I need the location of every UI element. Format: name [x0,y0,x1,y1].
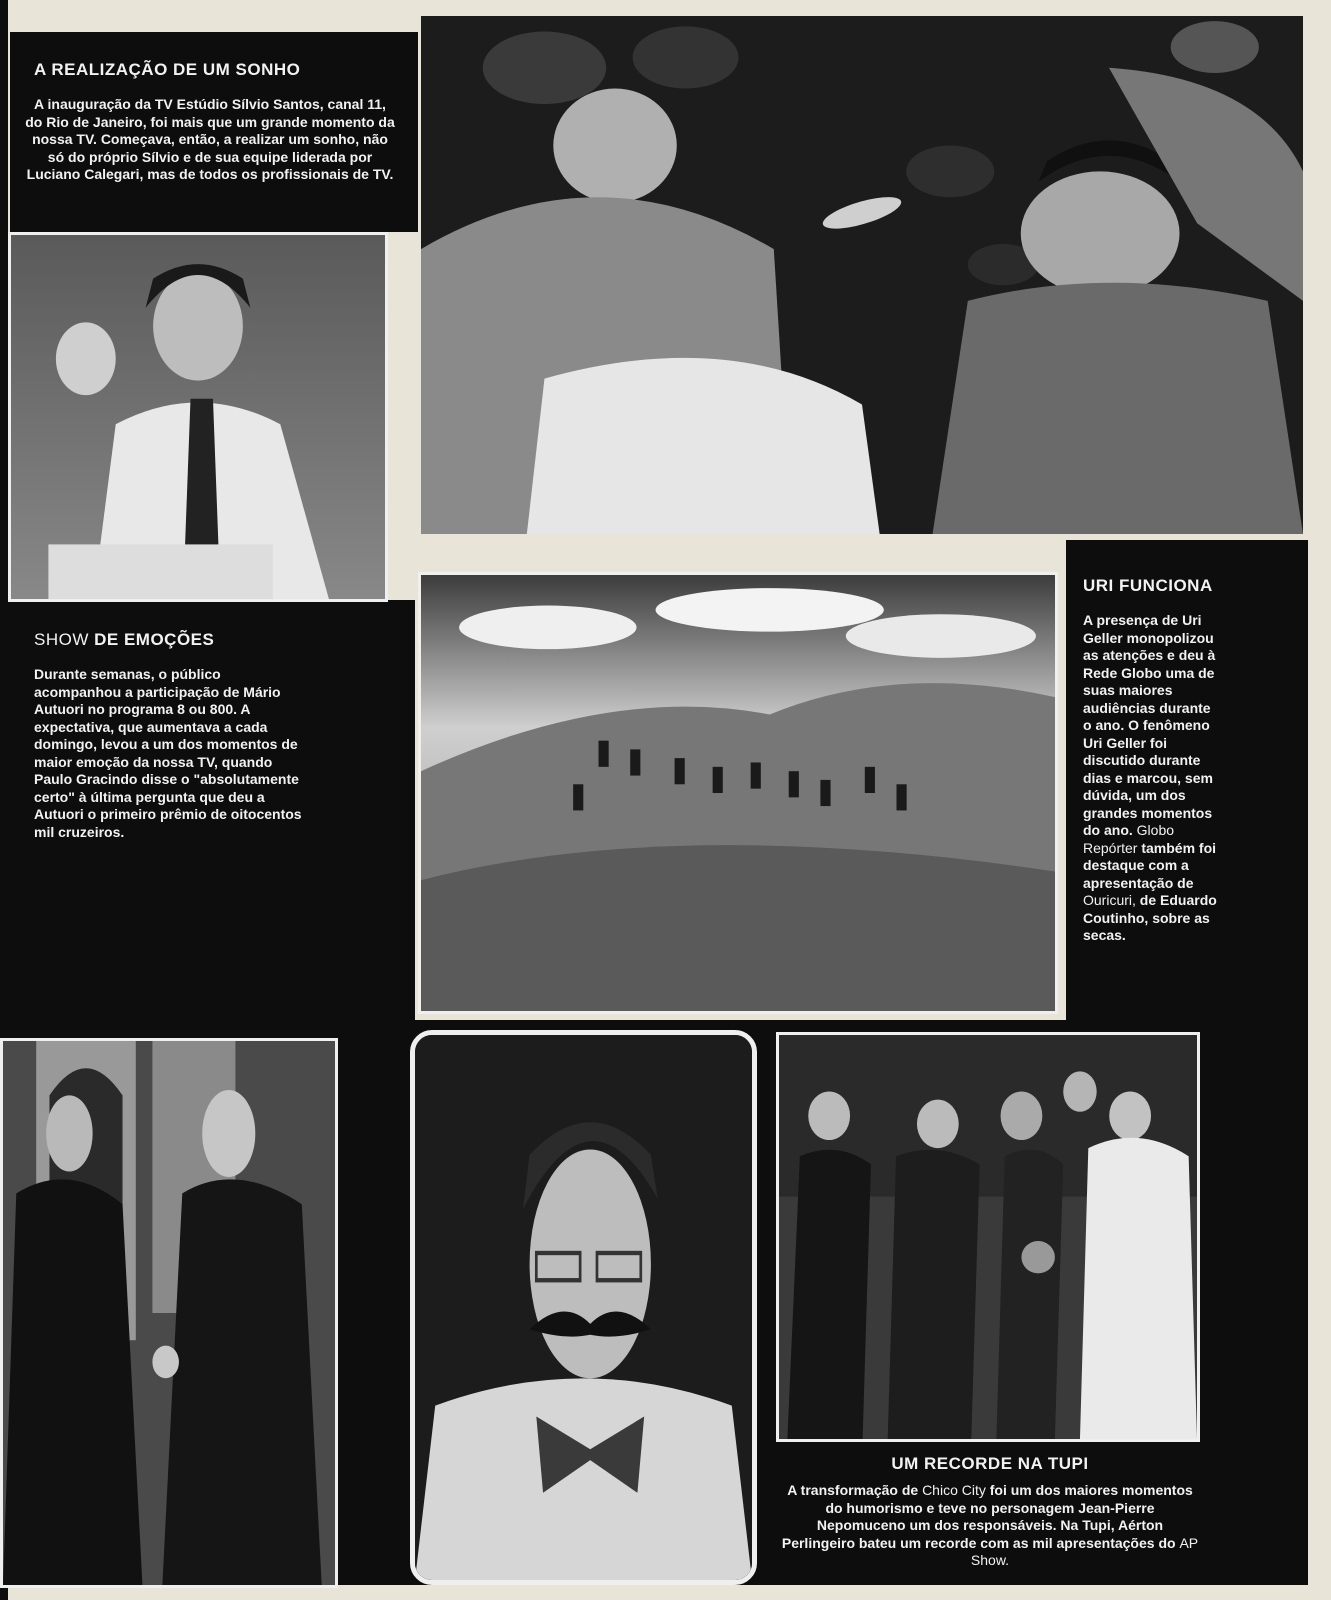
photo-jean-pierre [410,1030,757,1585]
photo-silvio-santos [8,232,388,602]
ouricuri-image [421,575,1055,1011]
tupi-body-1: A transformação de [787,1482,919,1498]
sonho-body: A inauguração da TV Estúdio Sílvio Santos, canal 11, do Rio de Janeiro, foi mais que um grande momento da nossa TV. Começava, então, a realizar um sonho, não só do próprio Sílvio e de sua equipe liderada por Luciano Calegari, mas de todos os profissionais de TV. [25,96,395,182]
emocoes-title-light: SHOW [34,630,89,649]
silvio-santos-image [11,235,385,599]
tupi-image [779,1035,1197,1439]
photo-ouricuri [418,572,1058,1014]
tupi-body-2: foi um dos maiores momentos do humorismo e teve no personagem Jean-Pierre Nepomuceno um dos responsáveis. Na Tupi, Aérton Perlingeiro bateu um recorde com as mil apresentações do [781,1482,1193,1551]
photo-uri-geller [421,16,1303,534]
sonho-title: A REALIZAÇÃO DE UM SONHO [34,60,301,79]
uri-body [1083,612,1221,945]
uri-body-2: também foi destaque com a apresentação de [1083,839,1217,891]
emocoes-body: Durante semanas, o público acompanhou a participação de Mário Autuori no programa 8 ou 800. A expectativa, que aumentava a cada domingo, levou a um dos momentos de maior emoção da nossa TV, quando Paulo Gracindo disse o "absolutamente certo" à última pergunta que deu a Autuori o primeiro prêmio de oitocentos mil cruzeiros. [34,666,302,840]
photo-handshake [0,1038,338,1588]
uri-body-1: A presença de Uri Geller monopolizou as atenções e deu à Rede Globo uma de suas maiores audiências durante o ano. O fenômeno Uri Geller foi discutido durante dias e marcou, sem dúvida, um dos grandes momentos do ano. [1083,612,1216,838]
tupi-body-light-2: AP Show. [970,1534,1199,1568]
uri-body-light-1: Globo Repórter [1083,822,1175,856]
tupi-body [780,1482,1200,1570]
emocoes-title [34,630,394,650]
emocoes-title-bold: DE EMOÇÕES [94,630,215,649]
uri-body-light-2: Ouricuri, [1083,892,1136,908]
uri-title: URI FUNCIONA [1083,576,1213,595]
handshake-image [3,1041,335,1585]
uri-geller-image [421,16,1303,534]
photo-tupi [776,1032,1200,1442]
jean-pierre-image [415,1035,752,1580]
uri-body-3: de Eduardo Coutinho, sobre as secas. [1083,892,1217,943]
tupi-title: UM RECORDE NA TUPI [891,1454,1089,1473]
tupi-body-light-1: Chico City [922,1482,986,1498]
